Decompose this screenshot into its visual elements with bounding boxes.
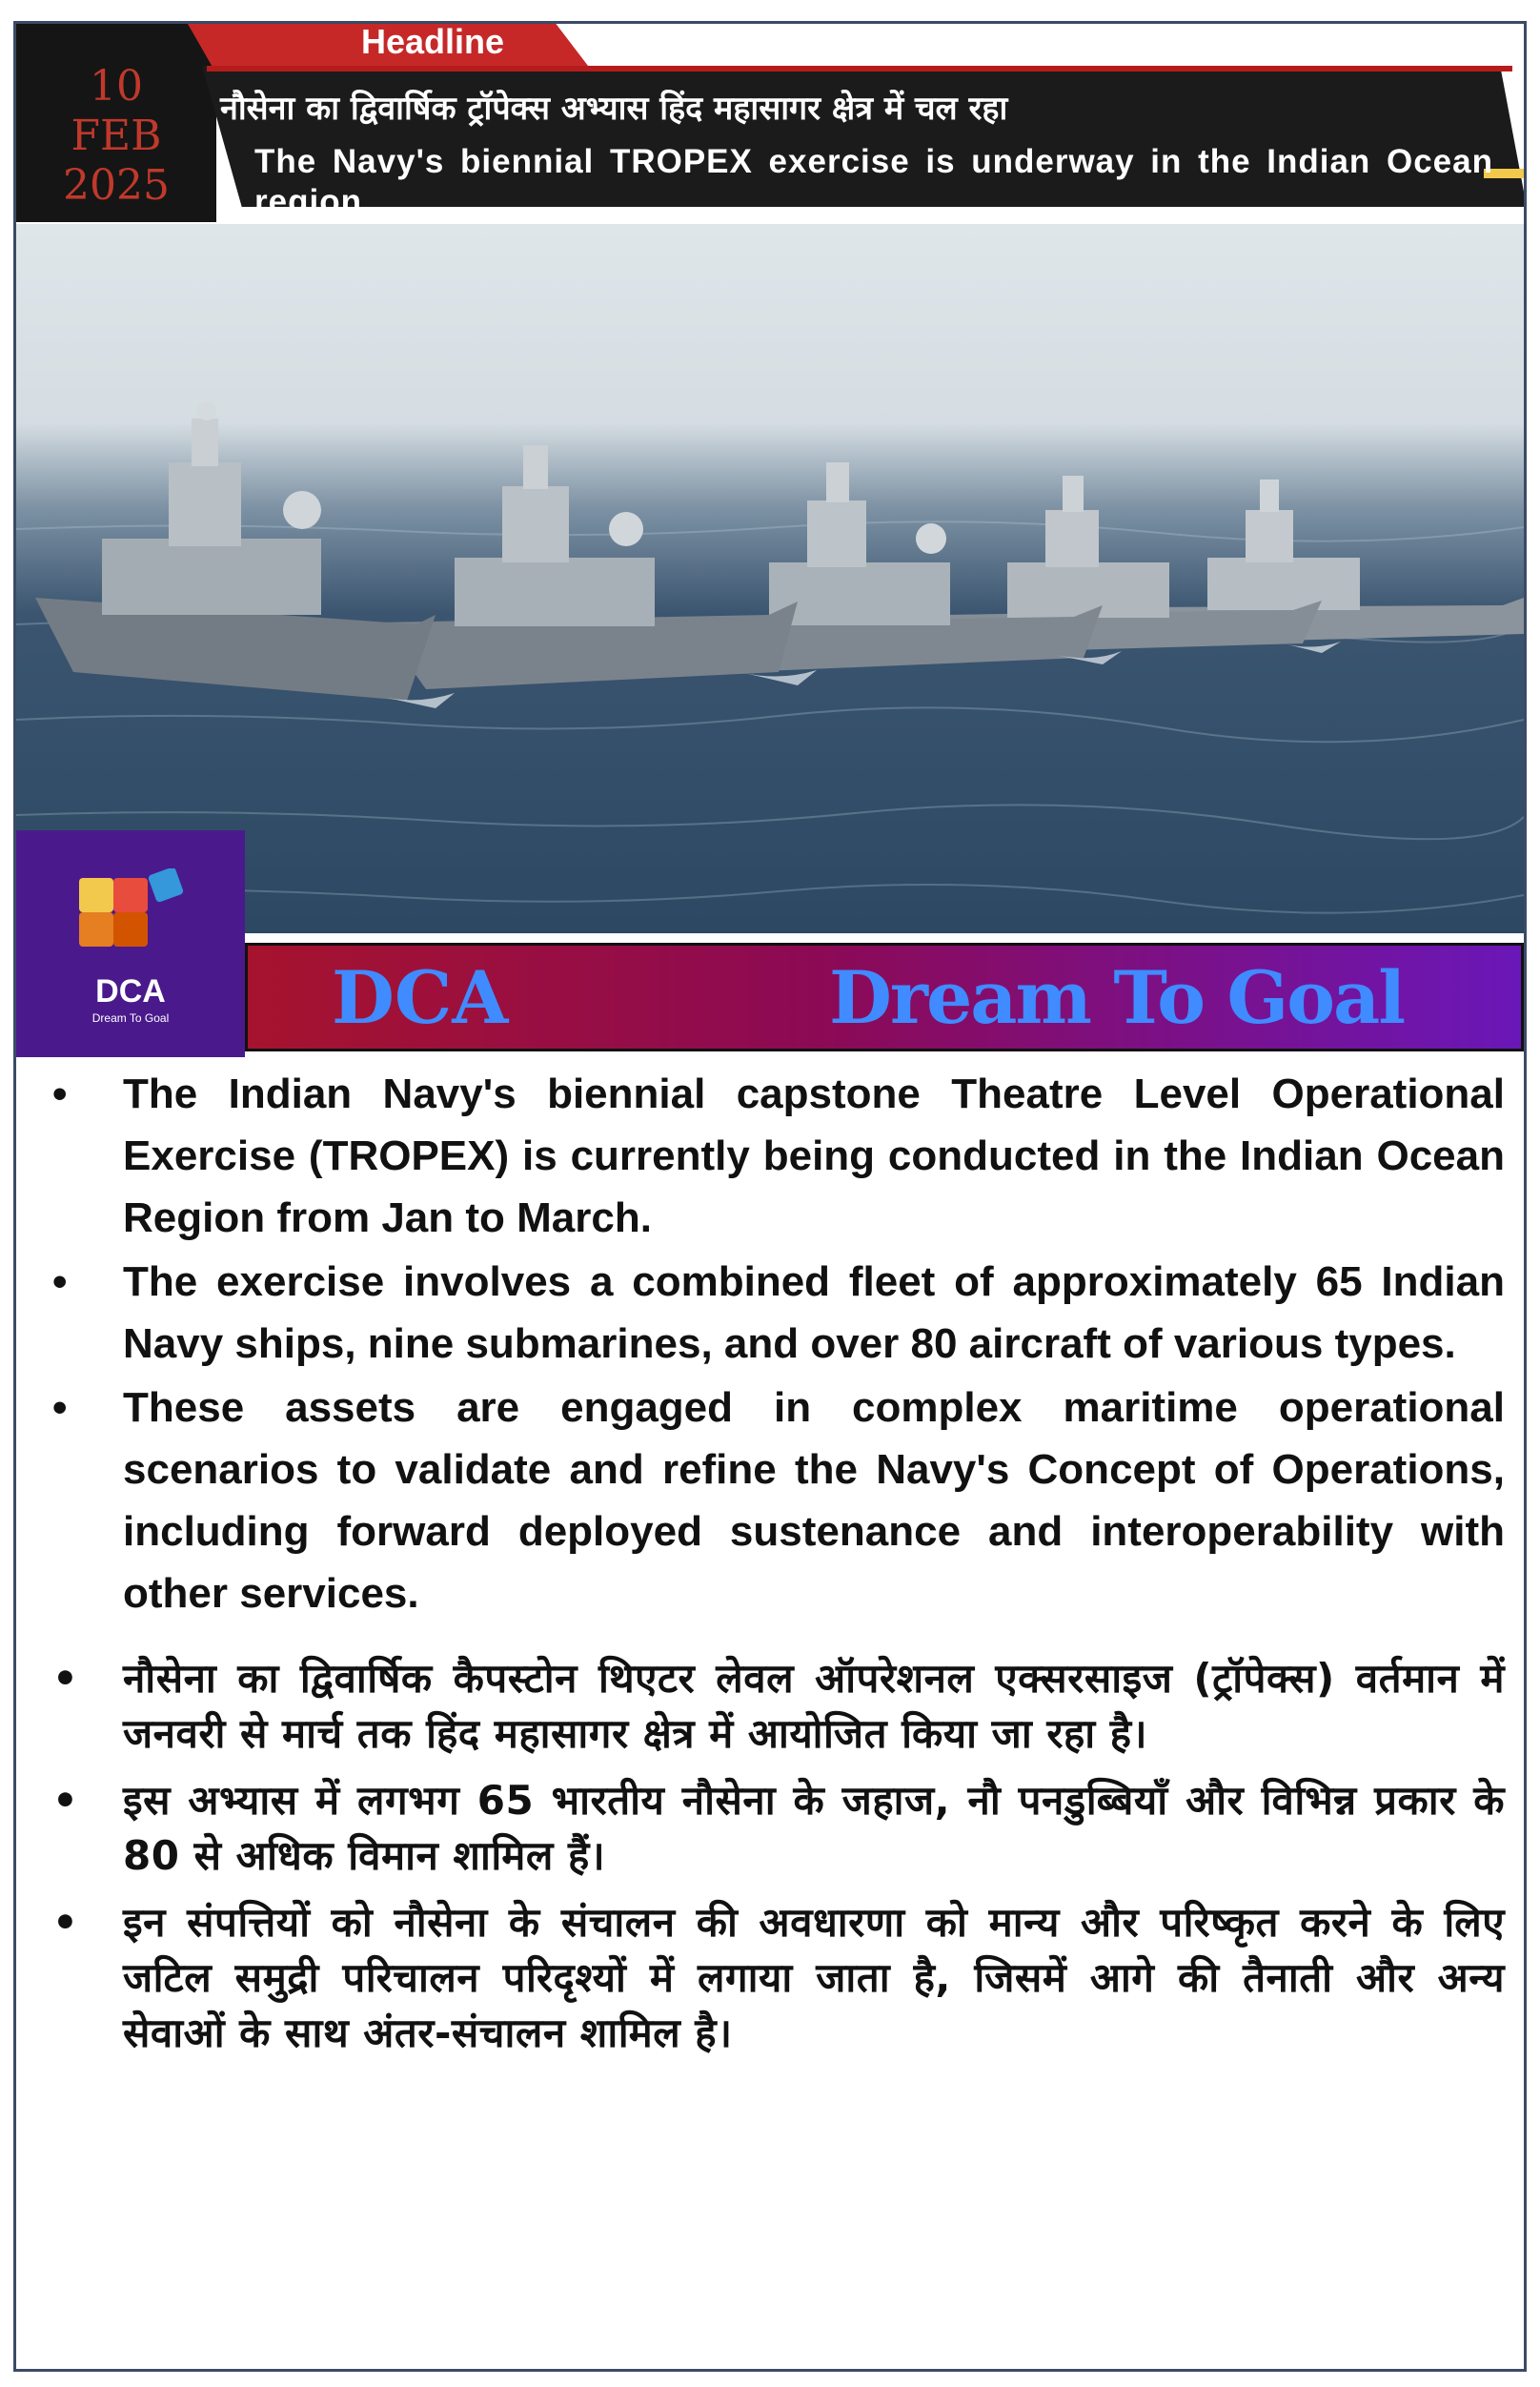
brand-banner [16,933,1524,1057]
warships-illustration [16,224,1524,933]
english-point: • The Indian Navy's biennial capstone Theatre Level Operational Exercise (TROPEX) is currently being conducted in the Indian Ocean Region from Jan to March. [35,1063,1505,1249]
banner-dca-text: DCA [332,955,509,1040]
headline-tag: Headline [360,22,505,61]
headline-red-line [207,66,1512,71]
hindi-point: • इन संपत्तियों को नौसेना के संचालन की अवधारणा को मान्य और परिष्कृत करने के लिए जटिल समुद्री परिचालन परिदृश्यों में लगाया जाता है, जिसमें आगे की तैनाती और अन्य सेवाओं के साथ अंतर-संचालन शामिल है। [35,1895,1505,2061]
hindi-points [35,1651,1505,2061]
logo-subtext: Dream To Goal [91,1011,170,1025]
dca-logo [16,830,245,1057]
date-year: 2025 [63,161,170,210]
banner-slogan-text: Dream To Goal [829,955,1405,1040]
english-point: • The exercise involves a combined fleet of approximately 65 Indian Navy ships, nine submarines, and over 80 aircraft of various types. [35,1251,1505,1375]
brand-bar [245,943,1524,1051]
headline-header [16,24,1524,222]
hindi-headline: नौसेना का द्विवार्षिक ट्रॉपेक्स अभ्यास हिंद महासागर क्षेत्र में चल रहा [220,90,1008,128]
warships-photo [16,224,1524,933]
hindi-point: • नौसेना का द्विवार्षिक कैपस्टोन थिएटर लेवल ऑपरेशनल एक्सरसाइज (ट्रॉपेक्स) वर्तमान में जनवरी से मार्च तक हिंद महासागर क्षेत्र में आयोजित किया जा रहा है। [35,1651,1505,1762]
logo-text: DCA [95,973,166,1010]
date-box [16,24,216,222]
news-card [13,21,1527,2372]
article-body [35,1063,1505,2072]
english-points [35,1063,1505,1624]
date-month: FEB [71,112,162,160]
date-day: 10 [90,62,143,111]
english-headline: The Navy's biennial TROPEX exercise is underway in the Indian Ocean region [254,143,1493,220]
english-point: • These assets are engaged in complex maritime operational scenarios to validate and refine the Navy's Concept of Operations, including forward deployed sustenance and interoperability with other services. [35,1377,1505,1624]
puzzle-logo-icon [73,868,188,964]
hindi-point: • इस अभ्यास में लगभग 65 भारतीय नौसेना के जहाज, नौ पनडुब्बियाँ और विभिन्न प्रकार के 80 से अधिक विमान शामिल हैं। [35,1773,1505,1884]
